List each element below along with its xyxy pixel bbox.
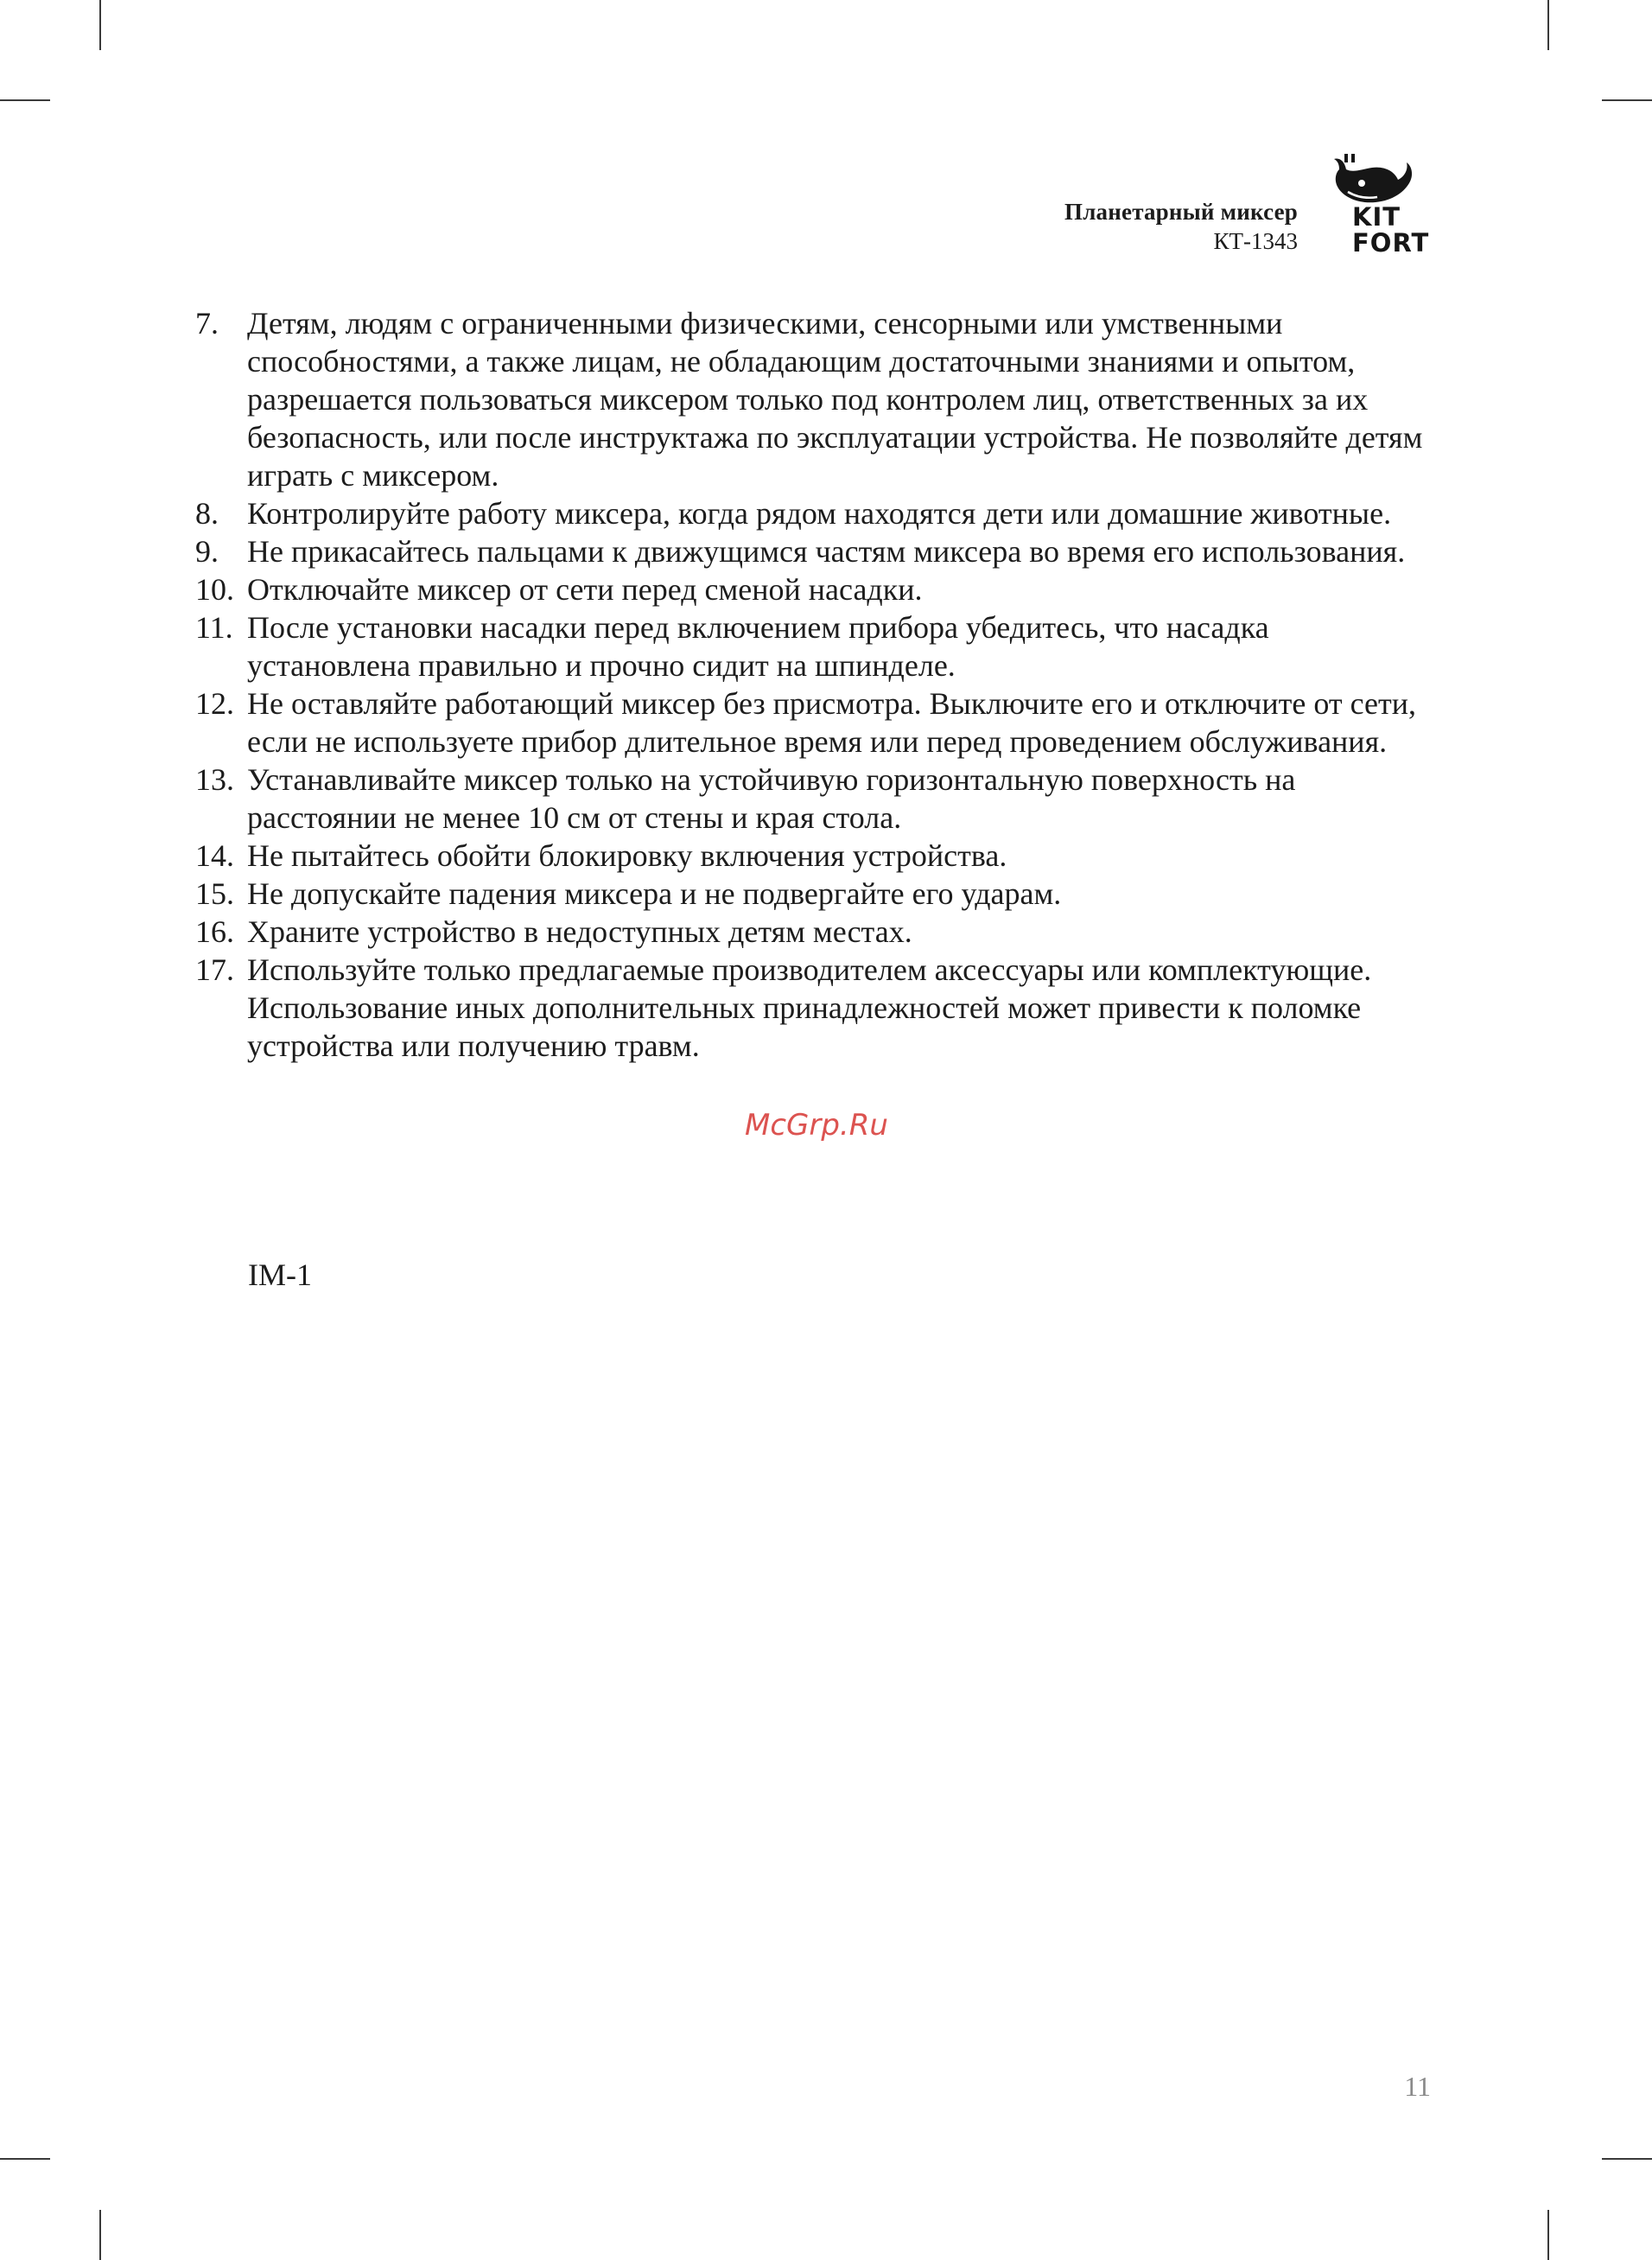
list-item-text: Используйте только предлагаемые производителем аксессуары или комплектующие. Использование иных дополнительных принадлежностей может привести к поломке устройства или получению травм. xyxy=(247,952,1372,1063)
document-code: IM-1 xyxy=(248,1257,312,1292)
list-item xyxy=(195,913,1439,951)
list-item xyxy=(195,684,1439,761)
list-item xyxy=(195,570,1439,608)
list-item-text: Не допускайте падения миксера и не подвергайте его ударам. xyxy=(247,876,1062,911)
list-item-number: 15. xyxy=(195,876,234,911)
list-item xyxy=(195,304,1439,494)
list-item-text: После установки насадки перед включением прибора убедитесь, что насадка установлена правильно и прочно сидит на шпинделе. xyxy=(247,610,1269,683)
list-item-text: Устанавливайте миксер только на устойчивую горизонтальную поверхность на расстоянии не менее 10 см от стены и края стола. xyxy=(247,762,1296,835)
list-item-number: 17. xyxy=(195,952,234,987)
product-title: Планетарный миксер xyxy=(1064,199,1298,225)
list-item xyxy=(195,761,1439,837)
list-item-number: 9. xyxy=(195,534,219,569)
crop-mark xyxy=(0,99,50,101)
document-header xyxy=(1064,197,1298,256)
product-model: КТ-1343 xyxy=(1213,228,1298,254)
list-item-number: 14. xyxy=(195,838,234,873)
crop-mark xyxy=(0,2158,50,2160)
crop-mark xyxy=(1547,2210,1549,2260)
list-item-text: Не оставляйте работающий миксер без присмотра. Выключите его и отключите от сети, если не используете прибор длительное время или перед проведением обслуживания. xyxy=(247,686,1416,759)
crop-mark xyxy=(1602,2158,1652,2160)
logo-text-fort: FORT xyxy=(1352,228,1430,258)
list-item xyxy=(195,532,1439,570)
safety-instructions-list xyxy=(195,304,1439,1065)
crop-mark xyxy=(1602,99,1652,101)
list-item-text: Контролируйте работу миксера, когда рядом находятся дети или домашние животные. xyxy=(247,496,1392,531)
crop-mark xyxy=(99,2210,101,2260)
crop-mark xyxy=(1547,0,1549,50)
list-item-number: 10. xyxy=(195,572,234,607)
list-item xyxy=(195,608,1439,684)
list-item-number: 16. xyxy=(195,914,234,949)
watermark-text: McGrp.Ru xyxy=(745,1108,888,1143)
list-item-text: Отключайте миксер от сети перед сменой насадки. xyxy=(247,572,923,607)
list-item-number: 11. xyxy=(195,610,233,645)
brand-logo xyxy=(1322,154,1434,259)
list-item-text: Не пытайтесь обойти блокировку включения устройства. xyxy=(247,838,1007,873)
list-item xyxy=(195,494,1439,532)
crop-mark xyxy=(99,0,101,50)
list-item-text: Детям, людям с ограниченными физическими, сенсорными или умственными способностями, а также лицам, не обладающим достаточными знаниями и опытом, разрешается пользоваться миксером только под контролем лиц, ответственных за их безопасность, или после инструктажа по эксплуатации устройства. Не позволяйте детям играть с миксером. xyxy=(247,306,1423,493)
whale-plug-icon xyxy=(1327,154,1431,207)
list-item-number: 7. xyxy=(195,306,219,341)
page-number: 11 xyxy=(1404,2071,1431,2102)
list-item xyxy=(195,837,1439,875)
list-item-number: 12. xyxy=(195,686,234,721)
list-item xyxy=(195,875,1439,913)
list-item-text: Храните устройство в недоступных детям местах. xyxy=(247,914,912,949)
list-item xyxy=(195,951,1439,1065)
list-item-number: 13. xyxy=(195,762,234,797)
list-item-text: Не прикасайтесь пальцами к движущимся частям миксера во время его использования. xyxy=(247,534,1406,569)
list-item-number: 8. xyxy=(195,496,219,531)
logo-text-kit: KIT xyxy=(1352,202,1401,232)
